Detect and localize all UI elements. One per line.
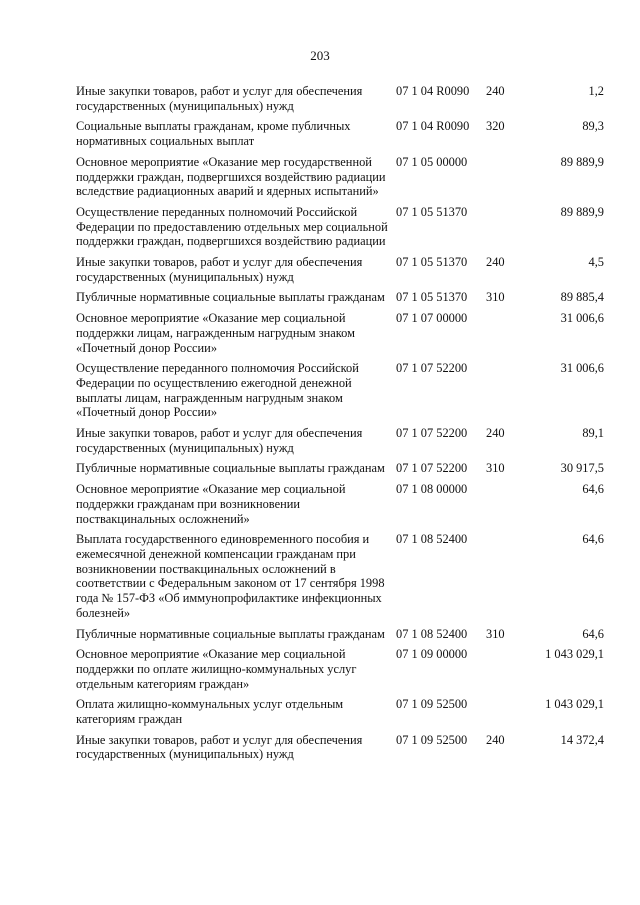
row-code: 07 1 04 R0090 <box>396 84 470 98</box>
row-amount: 1 043 029,1 <box>545 697 604 712</box>
row-name: Публичные нормативные социальные выплаты гражданам <box>76 290 385 305</box>
table-row <box>76 311 604 355</box>
row-amount: 64,6 <box>582 626 604 641</box>
table-row <box>76 255 604 284</box>
table-row <box>76 290 604 305</box>
row-name: Публичные нормативные социальные выплаты гражданам <box>76 461 385 476</box>
row-amount: 89,1 <box>582 426 604 441</box>
row-amount: 30 917,5 <box>560 461 604 476</box>
row-code: 07 1 07 52200 <box>396 461 468 476</box>
row-code: 07 1 05 00000 <box>396 154 468 169</box>
row-code: 07 1 09 52500 <box>396 732 468 747</box>
row-code: 07 1 07 52200 <box>396 361 468 376</box>
row-code: 07 1 05 51370 <box>396 204 468 219</box>
row-amount: 14 372,4 <box>560 732 604 747</box>
budget-table <box>76 84 604 768</box>
row-name: Основное мероприятие «Оказание мер социальной поддержки гражданам при возникновении поствакцинальных осложнений» <box>76 482 346 526</box>
row-expense-type: 240 <box>486 732 505 747</box>
row-name: Иные закупки товаров, работ и услуг для обеспечения государственных (муниципальных) нужд <box>76 732 363 762</box>
table-row <box>76 647 604 691</box>
row-amount: 1 043 029,1 <box>545 647 604 662</box>
row-amount: 31 006,6 <box>560 361 604 376</box>
row-name: Выплата государственного единовременного пособия и ежемесячной денежной компенсации гражданам при возникновении поствакцинальных осложнений в соответствии с Федеральным законом от 17 сентября 1998 года № 157-ФЗ «Об иммунопрофилактике инфекционных болезней» <box>76 532 385 620</box>
row-expense-type: 320 <box>486 119 505 134</box>
row-name: Иные закупки товаров, работ и услуг для обеспечения государственных (муниципальных) нужд <box>76 255 363 284</box>
row-code: 07 1 07 52200 <box>396 426 468 441</box>
row-code: 07 1 09 52500 <box>396 697 468 712</box>
row-code: 07 1 07 00000 <box>396 311 468 326</box>
table-row <box>76 461 604 476</box>
row-amount: 89 885,4 <box>560 290 604 305</box>
row-expense-type: 310 <box>486 461 505 476</box>
row-name: Основное мероприятие «Оказание мер социальной поддержки лицам, награжденным нагрудным знаком «Почетный донор России» <box>76 311 355 355</box>
row-amount: 89 889,9 <box>560 204 604 219</box>
row-amount: 89,3 <box>582 119 604 134</box>
table-row <box>76 205 604 249</box>
row-amount: 64,6 <box>582 482 604 497</box>
row-name: Иные закупки товаров, работ и услуг для обеспечения государственных (муниципальных) нужд <box>76 426 363 455</box>
table-row <box>76 482 604 526</box>
row-code: 07 1 09 00000 <box>396 647 468 662</box>
row-code: 07 1 08 52400 <box>396 626 468 641</box>
row-name: Оплата жилищно-коммунальных услуг отдельным категориям граждан <box>76 697 344 727</box>
row-amount: 1,2 <box>588 84 604 98</box>
table-row <box>76 84 604 113</box>
row-expense-type: 240 <box>486 84 505 98</box>
row-code: 07 1 08 00000 <box>396 482 468 497</box>
row-amount: 4,5 <box>588 255 604 270</box>
row-code: 07 1 05 51370 <box>396 290 468 305</box>
row-code: 07 1 04 R0090 <box>396 119 470 134</box>
table-row <box>76 697 604 726</box>
row-code: 07 1 08 52400 <box>396 532 468 547</box>
row-amount: 64,6 <box>582 532 604 547</box>
table-row <box>76 155 604 199</box>
row-name: Основное мероприятие «Оказание мер государственной поддержки граждан, подвергшихся воздействию радиации вследствие радиационных аварий и ядерных испытаний» <box>76 154 386 199</box>
table-row <box>76 627 604 642</box>
row-expense-type: 310 <box>486 626 505 641</box>
row-amount: 89 889,9 <box>560 154 604 169</box>
row-name: Социальные выплаты гражданам, кроме публичных нормативных социальных выплат <box>76 119 351 149</box>
row-expense-type: 240 <box>486 255 505 270</box>
row-name: Иные закупки товаров, работ и услуг для обеспечения государственных (муниципальных) нужд <box>76 84 363 113</box>
row-expense-type: 310 <box>486 290 505 305</box>
row-name: Основное мероприятие «Оказание мер социальной поддержки по оплате жилищно-коммунальных услуг отдельным категориям граждан» <box>76 647 357 691</box>
table-row <box>76 361 604 420</box>
table-row <box>76 532 604 620</box>
row-name: Осуществление переданных полномочий Российской Федерации по предоставлению отдельных мер социальной поддержки граждан, подвергшихся воздействию радиации <box>76 204 388 249</box>
table-row <box>76 426 604 455</box>
table-row <box>76 733 604 762</box>
row-name: Публичные нормативные социальные выплаты гражданам <box>76 626 385 641</box>
row-code: 07 1 05 51370 <box>396 255 468 270</box>
row-name: Осуществление переданного полномочия Российской Федерации по осуществлению ежегодной денежной выплаты лицам, награжденным нагрудным знаком «Почетный донор России» <box>76 361 359 420</box>
row-expense-type: 240 <box>486 426 505 441</box>
table-row <box>76 119 604 148</box>
page-number: 203 <box>310 48 330 63</box>
row-amount: 31 006,6 <box>560 311 604 326</box>
